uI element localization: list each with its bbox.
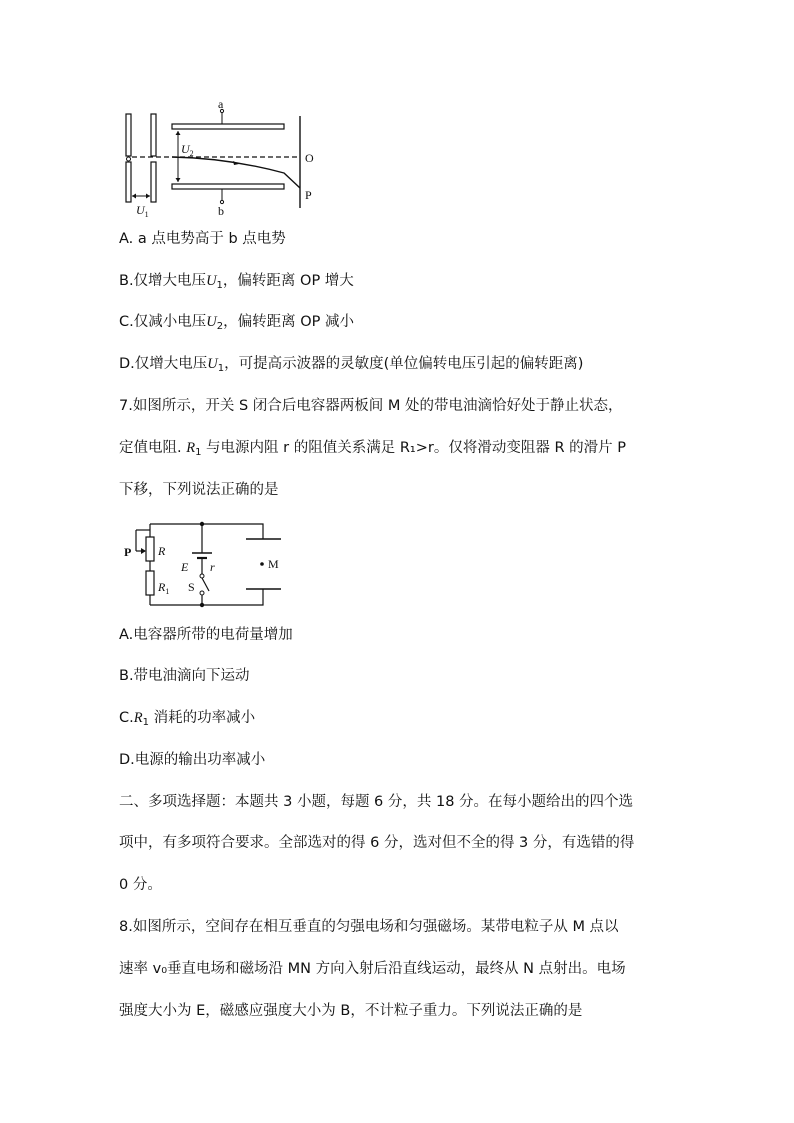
section2-heading-line1: 二、多项选择题：本题共 3 小题，每题 6 分，共 18 分。在每小题给出的四个选 xyxy=(119,794,634,810)
label-o: O xyxy=(305,151,314,165)
oil-droplet-m xyxy=(260,562,264,566)
rheostat-r xyxy=(146,537,154,561)
label-s: S xyxy=(188,580,195,594)
label-m: M xyxy=(268,557,279,571)
q7-option-a: A.电容器所带的电荷量增加 xyxy=(119,627,293,643)
accel-plate-right-bottom xyxy=(151,162,156,202)
q7-stem-line1: 7.如图所示，开关 S 闭合后电容器两板间 M 处的带电油滴恰好处于静止状态， xyxy=(119,398,623,414)
q6-option-a: A. a 点电势高于 b 点电势 xyxy=(119,231,286,247)
resistor-r1 xyxy=(146,571,154,595)
figure-oscilloscope-deflection xyxy=(118,98,333,220)
electron-trajectory xyxy=(172,157,300,188)
accel-plate-right-top xyxy=(151,114,156,156)
q6-option-d: D.仅增大电压$U_1$，可提高示波器的灵敏度(单位偏转电压引起的偏转距离) xyxy=(119,356,584,374)
label-a: a xyxy=(218,98,224,111)
label-u2: $U_2$ xyxy=(181,142,194,158)
label-u1: $U_1$ xyxy=(136,203,149,219)
deflect-plate-top xyxy=(172,124,284,129)
figure-circuit xyxy=(118,515,298,615)
q7-option-c: $C.R_1$ 消耗的功率减小 xyxy=(119,710,256,728)
deflect-plate-bottom xyxy=(172,184,284,189)
label-b: b xyxy=(218,204,224,218)
label-r-internal: r xyxy=(210,560,215,574)
label-r1: $R_1$ xyxy=(158,580,170,596)
electron-source xyxy=(127,157,131,161)
q7-option-b: B.带电油滴向下运动 xyxy=(119,668,250,684)
label-r: R xyxy=(158,544,166,558)
section2-heading-line3: 0 分。 xyxy=(119,877,162,893)
q8-stem-line3: 强度大小为 E，磁感应强度大小为 B，不计粒子重力。下列说法正确的是 xyxy=(119,1003,583,1019)
q7-stem-line2: 定值电阻. $R_1$ 与电源内阻 r 的阻值关系满足 R₁>r。仅将滑动变阻器 R 的滑片 P xyxy=(119,440,626,458)
accel-plate-left-bottom xyxy=(126,162,131,202)
q7-stem-line3: 下移，下列说法正确的是 xyxy=(119,482,279,498)
q7-option-d: D.电源的输出功率减小 xyxy=(119,752,266,768)
q8-stem-line2: 速率 v₀垂直电场和磁场沿 MN 方向入射后沿直线运动，最终从 N 点射出。电场 xyxy=(119,961,626,977)
label-p-slider: P xyxy=(124,545,132,559)
q6-option-c: C.仅减小电压$U_2$，偏转距离 OP 减小 xyxy=(119,314,354,332)
label-p: P xyxy=(305,188,312,202)
q6-option-b: B.仅增大电压$U_1$，偏转距离 OP 增大 xyxy=(119,273,354,291)
section2-heading-line2: 项中，有多项符合要求。全部选对的得 6 分，选对但不全的得 3 分，有选错的得 xyxy=(119,835,635,851)
switch-s xyxy=(202,578,209,591)
q8-stem-line1: 8.如图所示，空间存在相互垂直的匀强电场和匀强磁场。某带电粒子从 M 点以 xyxy=(119,919,619,935)
accel-plate-left-top xyxy=(126,114,131,156)
circuit-wire-top xyxy=(150,524,263,539)
label-e: E xyxy=(181,560,189,574)
